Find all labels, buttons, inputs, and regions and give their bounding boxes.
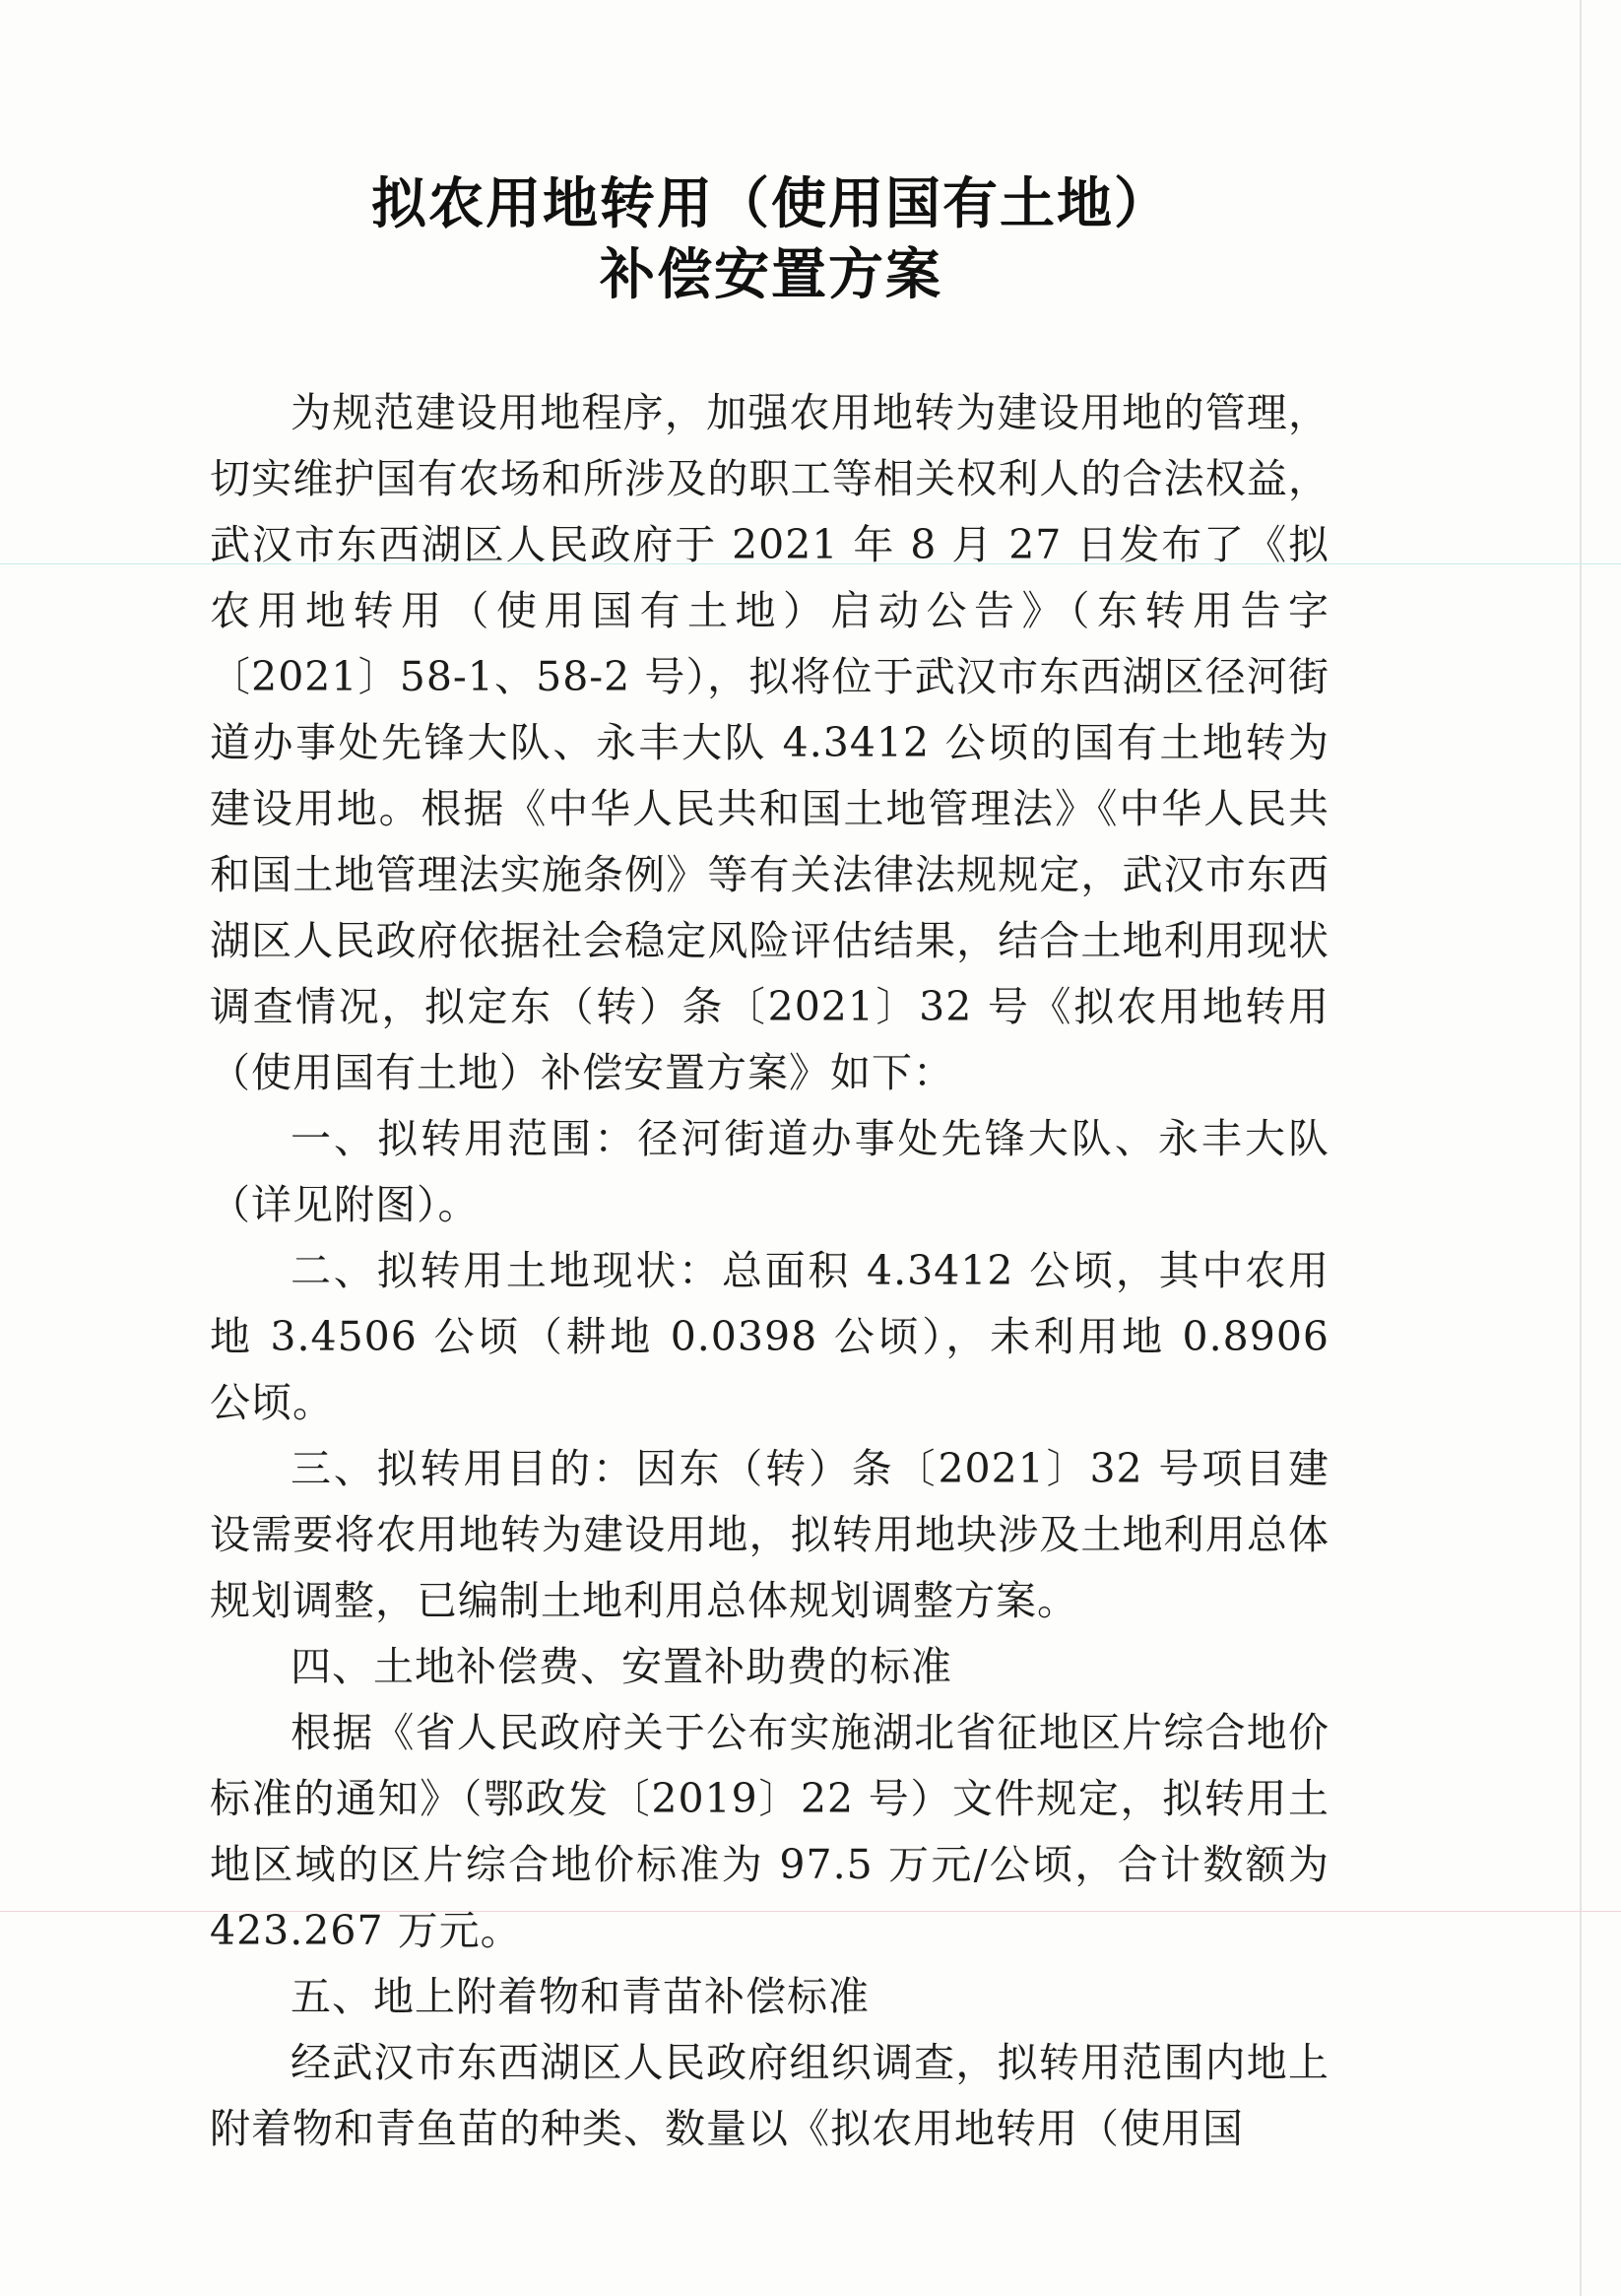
paragraph-intro: 为规范建设用地程序，加强农用地转为建设用地的管理，切实维护国有农场和所涉及的职工等相关权利人的合法权益，武汉市东西湖区人民政府于 2021 年 8 月 27 日发布了《拟农用地转用（使用国有土地）启动公告》（东转用告字〔2021〕58-1、58-2 号），拟将位于武汉市东西湖区径河街道办事处先锋大队、永丰大队 4.3412 公顷的国有土地转为建设用地。根据《中华人民共和国土地管理法》《中华人民共和国土地管理法实施条例》等有关法律法规规定，武汉市东西湖区人民政府依据社会稳定风险评估结果，结合土地利用现状调查情况，拟定东（转）条〔2021〕32 号《拟农用地转用（使用国有土地）补偿安置方案》如下： (210, 389, 1329, 1096)
section-heading-4: 四、土地补偿费、安置补助费的标准 (291, 1643, 952, 1690)
paragraph-section-5: 经武汉市东西湖区人民政府组织调查，拟转用范围内地上附着物和青鱼苗的种类、数量以《拟农用地转用（使用国 (210, 2039, 1329, 2152)
paragraph-section-1: 一、拟转用范围：径河街道办事处先锋大队、永丰大队（详见附图）。 (210, 1115, 1329, 1228)
document-title-line-2: 补偿安置方案 (600, 243, 942, 307)
paragraph-section-2: 二、拟转用土地现状：总面积 4.3412 公顷，其中农用地 3.4506 公顷（耕地 0.0398 公顷），未利用地 0.8906 公顷。 (210, 1247, 1329, 1426)
paragraph-section-3: 三、拟转用目的：因东（转）条〔2021〕32 号项目建设需要将农用地转为建设用地，拟转用地块涉及土地利用总体规划调整，已编制土地利用总体规划调整方案。 (210, 1445, 1329, 1624)
paragraph-section-4: 根据《省人民政府关于公布实施湖北省征地区片综合地价标准的通知》（鄂政发〔2019〕22 号）文件规定，拟转用土地区域的区片综合地价标准为 97.5 万元/公顷，合计数额为 423.267 万元。 (210, 1709, 1329, 1954)
scan-edge-line (1580, 0, 1582, 2296)
section-heading-5: 五、地上附着物和青苗补偿标准 (291, 1973, 870, 2020)
document-body (210, 380, 1329, 2162)
document-title-line-1: 拟农用地转用（使用国有土地） (371, 172, 1171, 236)
